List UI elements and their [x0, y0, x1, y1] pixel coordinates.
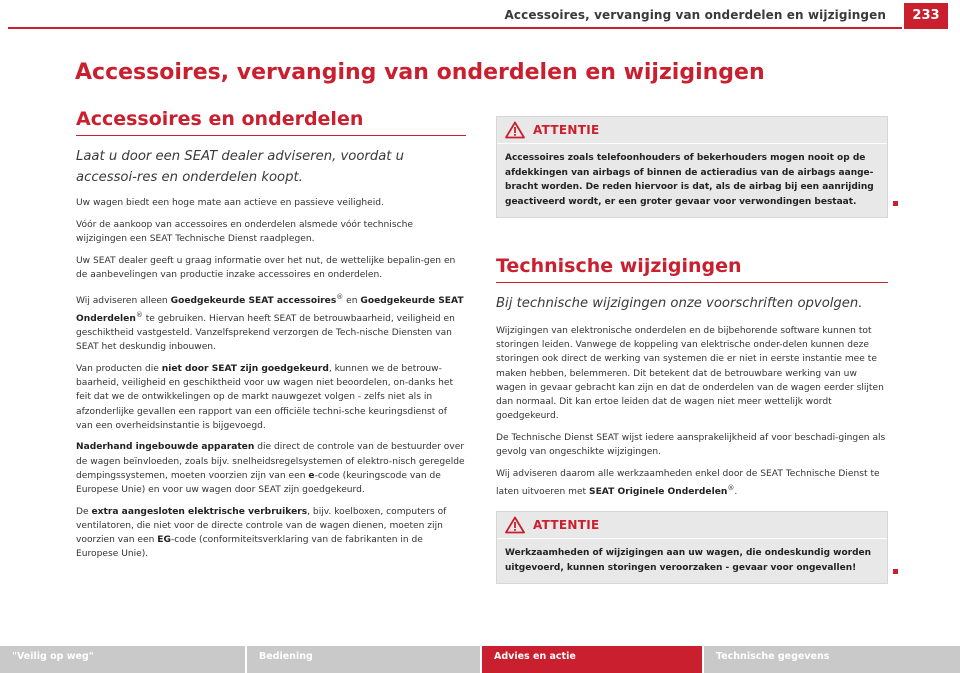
- paragraph: Wij adviseren alleen Goedgekeurde SEAT accessoires® en Goedgekeurde SEAT Onderdelen® te gebruiken. Hiervan heeft SEAT de betrouwbaarheid, veiligheid en geschiktheid vastgesteld. Vanzelfsprekend verzorgen de Tech-nische Diensten van SEAT het deskundig inbouwen.: [76, 292, 464, 353]
- footer-nav: [0, 646, 960, 673]
- end-marker: [893, 201, 898, 206]
- paragraph: Vóór de aankoop van accessoires en onderdelen alsmede vóór technische wijzigingen een SEAT Technische Dienst raadplegen.: [76, 219, 413, 244]
- keyword: e: [308, 470, 315, 481]
- keyword: niet door SEAT zijn goedgekeurd: [161, 363, 329, 374]
- section-heading-accessoires: Accessoires en onderdelen: [76, 108, 466, 136]
- warning-text: Accessoires zoals telefoonhouders of bekerhouders mogen nooit op de afdekkingen van airbags of binnen de actieradius van de airbags aange-bracht worden. De reden hiervoor is dat, als de airbag bij een aanrijding geactiveerd wordt, er een groter gevaar voor verwondingen bestaat.: [505, 153, 874, 207]
- header-rule: [8, 27, 902, 29]
- paragraph: De extra aangesloten elektrische verbruikers, bijv. koelboxen, computers of ventilatoren, die niet voor de directe controle van de wagen dienen, moeten zijn voorzien van een EG-code (conformiteitsverklaring van de fabrikanten in de Europese Unie).: [76, 506, 447, 560]
- paragraph: Wijzigingen van elektronische onderdelen en de bijbehorende software kunnen tot storingen leiden. Vanwege de koppeling van elektrische onder-delen kunnen deze storingen ook direct de werking van systemen die er niet in eerste instantie mee te maken hebben, belemmeren. Dit betekent dat de betrouwbare werking van uw wagen in gevaar gebracht kan zijn en dat de onderdelen van de wagen eerder slijten dan normaal. Dit kan ertoe leiden dat de wagen niet meer wettelijk wordt goedgekeurd.: [496, 326, 884, 422]
- warning-box-airbag: [496, 116, 888, 218]
- keyword: Goedgekeurde SEAT accessoires: [170, 295, 337, 306]
- footer-tab-veilig[interactable]: "Veilig op weg": [0, 646, 247, 673]
- section-intro: Bij technische wijzigingen onze voorschriften opvolgen.: [496, 296, 863, 311]
- paragraph: Naderhand ingebouwde apparaten die direct de controle van de bestuurder over de wagen beïnvloeden, zoals bijv. snelheidsregelsystemen of elektro-nisch geregelde dempingssystemen, moeten voorzien zijn van een e-code (keuringscode van de Europese Unie) en voor uw wagen door SEAT zijn goedgekeurd.: [76, 442, 465, 496]
- paragraph: Wij adviseren daarom alle werkzaamheden enkel door de SEAT Technische Dienst te laten uitvoeren met SEAT Originele Onderdelen®.: [496, 468, 880, 498]
- running-title: Accessoires, vervanging van onderdelen en wijzigingen: [504, 8, 886, 22]
- page-title: Accessoires, vervanging van onderdelen en wijzigingen: [75, 60, 765, 85]
- section-technische-wijzigingen: [496, 255, 888, 584]
- keyword: SEAT Originele Onderdelen: [589, 487, 728, 498]
- section-intro: Laat u door een SEAT dealer adviseren, voordat u accessoi-res en onderdelen koopt.: [76, 149, 405, 185]
- keyword: EG: [157, 535, 171, 546]
- warning-triangle-icon: [505, 121, 525, 139]
- warning-label: ATTENTIE: [533, 123, 600, 137]
- warning-text: Werkzaamheden of wijzigingen aan uw wagen, die ondeskundig worden uitgevoerd, kunnen storingen veroorzaken - gevaar voor ongevallen!: [505, 548, 872, 573]
- warning-box-wijzigingen: [496, 511, 888, 584]
- page-number: 233: [904, 3, 948, 29]
- warning-header: [497, 512, 887, 539]
- paragraph: Uw SEAT dealer geeft u graag informatie over het nut, de wettelijke bepalin-gen en de aanbevelingen van productie inzake accessoires en onderdelen.: [76, 255, 456, 280]
- keyword: Goedgekeurde SEAT Onderdelen: [76, 295, 464, 324]
- paragraph: Uw wagen biedt een hoge mate aan actieve en passieve veiligheid.: [76, 198, 384, 208]
- footer-tab-advies[interactable]: Advies en actie: [482, 646, 704, 673]
- paragraph: De Technische Dienst SEAT wijst iedere aansprakelijkheid af voor beschadi-gingen als gevolg van ongeschikte wijzigingen.: [496, 432, 886, 458]
- warning-header: [497, 117, 887, 144]
- section-heading-technische: Technische wijzigingen: [496, 255, 888, 283]
- warning-triangle-icon: [505, 516, 525, 534]
- keyword: Naderhand ingebouwde apparaten: [76, 442, 255, 453]
- footer-tab-bediening[interactable]: Bediening: [247, 646, 482, 673]
- warning-label: ATTENTIE: [533, 518, 600, 533]
- keyword: extra aangesloten elektrische verbruikers: [91, 506, 308, 517]
- paragraph: Van producten die niet door SEAT zijn goedgekeurd, kunnen we de betrouw-baarheid, veiligheid en geschiktheid voor uw wagen niet beoordelen, on-danks het feit dat we de ontwikkelingen op de markt nauwgezet volgen - zelfs niet als in afzonderlijke gevallen een rapport van een officiële techni-sche keuringsdienst of van een overheidsinstantie is bijgevoegd.: [76, 363, 454, 431]
- footer-tab-technische-gegevens[interactable]: Technische gegevens: [704, 646, 960, 673]
- left-column: [76, 108, 466, 569]
- end-marker: [893, 569, 898, 574]
